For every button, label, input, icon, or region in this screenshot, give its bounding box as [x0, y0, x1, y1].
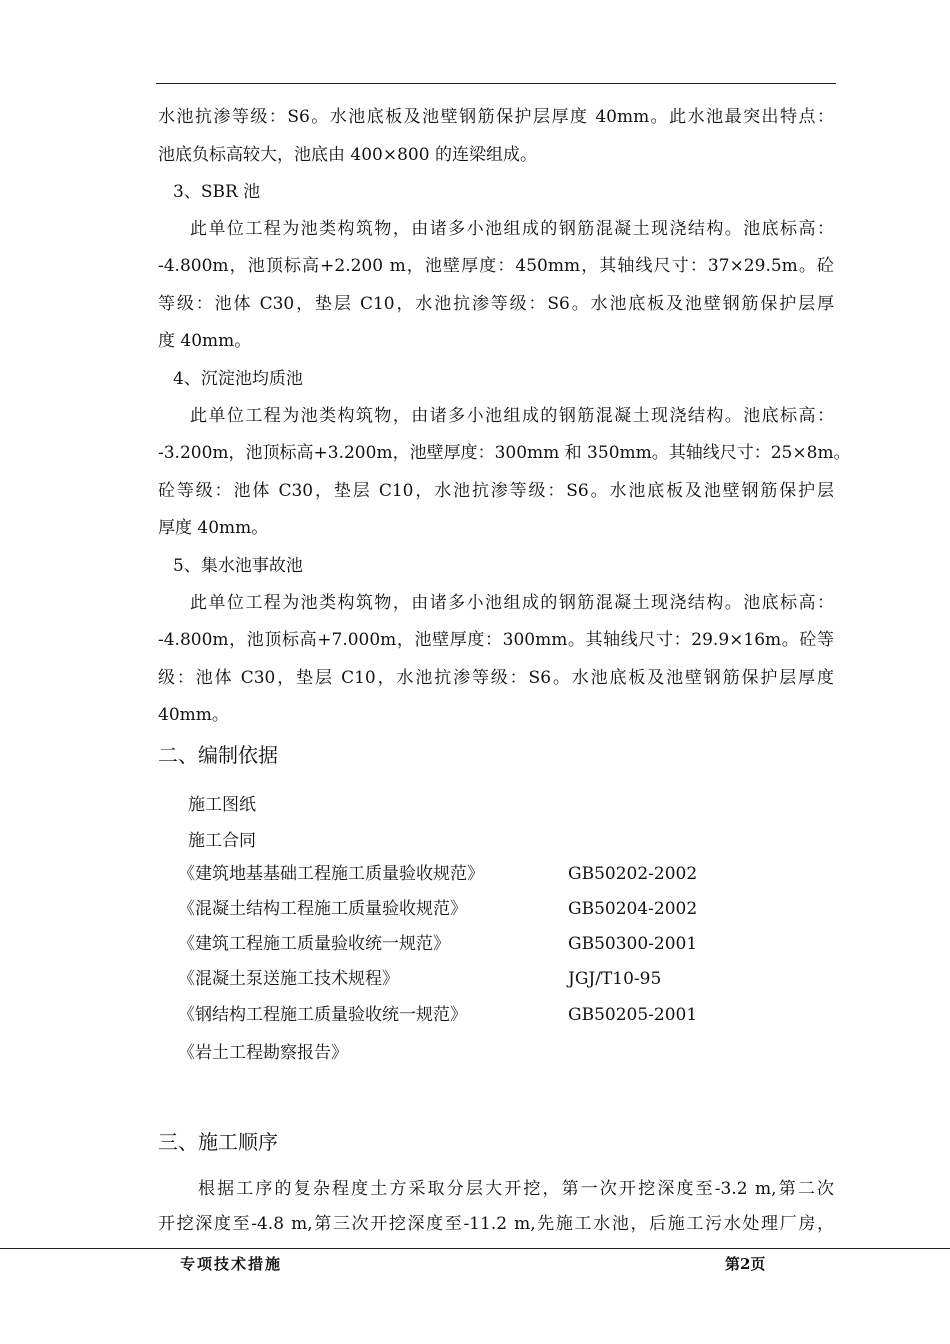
reference-code: GB50202-2002 — [568, 864, 698, 884]
basis-item: 施工图纸 — [188, 795, 256, 815]
reference-title: 《钢结构工程施工质量验收统一规范》 — [178, 1005, 467, 1025]
subsection-title: 5、集水池事故池 — [173, 556, 303, 576]
body-line: 此单位工程为池类构筑物，由诸多小池组成的钢筋混凝土现浇结构。池底标高： — [190, 219, 834, 239]
footer-rule — [0, 1248, 950, 1249]
reference-title: 《混凝土泵送施工技术规程》 — [178, 969, 399, 989]
page-number: 第2页 — [725, 1255, 766, 1273]
body-line: 40mm。 — [158, 705, 229, 725]
subsection-title: 3、SBR 池 — [173, 182, 261, 202]
reference-title: 《建筑工程施工质量验收统一规范》 — [178, 934, 450, 954]
body-line: -3.200m，池顶标高+3.200m，池壁厚度：300mm 和 350mm。其轴线尺寸：25×8m。 — [158, 443, 851, 463]
reference-code: JGJ/T10-95 — [568, 969, 662, 989]
body-line: -4.800m，池顶标高+2.200 m，池壁厚度：450mm，其轴线尺寸：37×29.5m。砼 — [158, 256, 834, 276]
footer-doc-title: 专项技术措施 — [180, 1255, 283, 1273]
reference-code: GB50205-2001 — [568, 1005, 698, 1025]
body-line: 厚度 40mm。 — [158, 518, 269, 538]
basis-item: 施工合同 — [188, 831, 256, 851]
body-line: 水池抗渗等级：S6。水池底板及池壁钢筋保护层厚度 40mm。此水池最突出特点： — [158, 107, 834, 127]
body-line: 池底负标高较大，池底由 400×800 的连梁组成。 — [158, 145, 537, 165]
subsection-title: 4、沉淀池均质池 — [173, 369, 303, 389]
reference-code: GB50300-2001 — [568, 934, 698, 954]
reference-title: 《混凝土结构工程施工质量验收规范》 — [178, 899, 467, 919]
body-line: 砼等级：池体 C30，垫层 C10，水池抗渗等级：S6。水池底板及池壁钢筋保护层 — [158, 481, 834, 501]
body-line: 级：池体 C30，垫层 C10，水池抗渗等级：S6。水池底板及池壁钢筋保护层厚度 — [158, 668, 834, 688]
reference-title: 《建筑地基基础工程施工质量验收规范》 — [178, 864, 484, 884]
body-line: -4.800m，池顶标高+7.000m，池壁厚度：300mm。其轴线尺寸：29.9×16m。砼等 — [158, 630, 834, 650]
body-line: 开挖深度至-4.8 m,第三次开挖深度至-11.2 m,先施工水池，后施工污水处理厂房， — [158, 1214, 834, 1234]
body-line: 此单位工程为池类构筑物，由诸多小池组成的钢筋混凝土现浇结构。池底标高： — [190, 593, 834, 613]
section-heading: 二、编制依据 — [158, 743, 278, 767]
header-rule — [156, 83, 836, 84]
reference-code: GB50204-2002 — [568, 899, 698, 919]
section-heading: 三、施工顺序 — [158, 1130, 278, 1154]
body-line: 此单位工程为池类构筑物，由诸多小池组成的钢筋混凝土现浇结构。池底标高： — [190, 406, 834, 426]
reference-title: 《岩土工程勘察报告》 — [178, 1043, 348, 1063]
body-line: 根据工序的复杂程度土方采取分层大开挖，第一次开挖深度至-3.2 m,第二次 — [198, 1179, 834, 1199]
body-line: 度 40mm。 — [158, 331, 252, 351]
body-line: 等级：池体 C30，垫层 C10，水池抗渗等级：S6。水池底板及池壁钢筋保护层厚 — [158, 294, 834, 314]
